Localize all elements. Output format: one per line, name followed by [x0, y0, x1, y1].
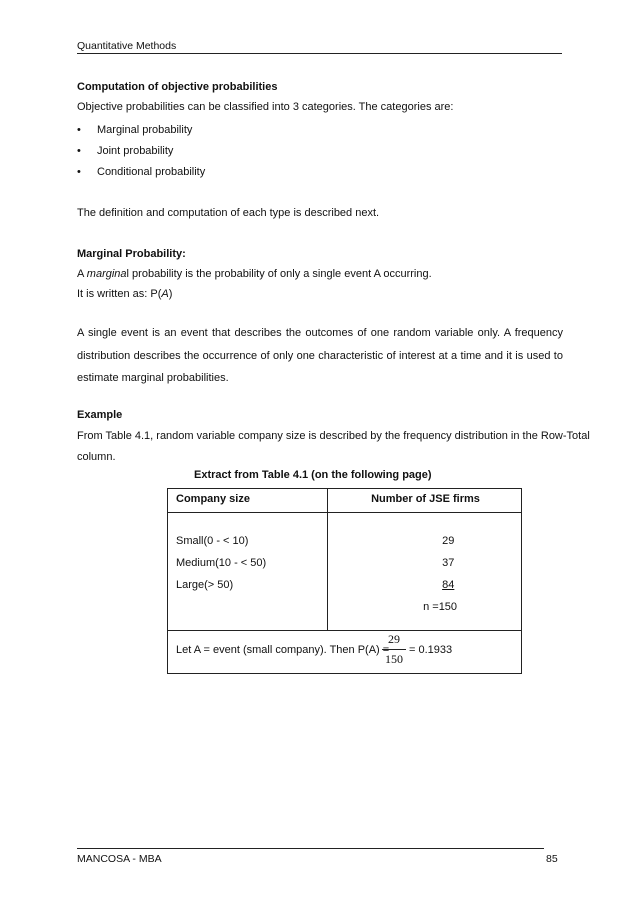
notation-line — [77, 288, 172, 300]
bullet-item: Joint probability — [97, 145, 174, 157]
fraction-bar — [382, 649, 406, 650]
column-header: Number of JSE firms — [371, 493, 480, 505]
paragraph-line: distribution describes the occurrence of only one characteristic of interest at a time and it is used to — [77, 350, 563, 362]
marginal-heading: Marginal Probability: — [77, 248, 186, 260]
row-value: 37 — [442, 557, 455, 569]
notation-var: A — [161, 288, 169, 300]
header-rule — [77, 53, 562, 54]
table-body-cell — [328, 513, 522, 631]
row-label: Medium(10 - < 50) — [176, 557, 267, 569]
marginal-definition — [77, 268, 432, 280]
example-heading: Example — [77, 409, 123, 421]
example-text: From Table 4.1, random variable company size is described by the frequency distribution in the Row-Total — [77, 430, 590, 442]
bullet-marker: • — [77, 124, 81, 136]
table-caption: Extract from Table 4.1 (on the following page) — [194, 469, 432, 481]
page-number: 85 — [546, 853, 558, 865]
table-header-cell — [328, 489, 522, 513]
section-heading: Computation of objective probabilities — [77, 81, 278, 93]
closing-text: The definition and computation of each type is described next. — [77, 207, 380, 219]
fraction-numerator: 29 — [388, 632, 400, 646]
running-header: Quantitative Methods — [77, 40, 177, 52]
formula-result: = 0.1933 — [409, 644, 453, 656]
paragraph-line: A single event is an event that describes the outcomes of one random variable only. A frequency — [77, 327, 563, 339]
def-suffix: l probability is the probability of only a single event A occurring. — [126, 268, 432, 280]
table-body-cell — [168, 513, 328, 631]
bullet-marker: • — [77, 145, 81, 157]
fraction-denominator: 150 — [385, 652, 403, 666]
formula-prefix: Let A = event (small company). Then P(A) = — [176, 644, 390, 656]
extract-table — [167, 488, 522, 674]
row-label: Small(0 - < 10) — [176, 535, 249, 547]
total-value: n =150 — [423, 601, 458, 613]
intro-text: Objective probabilities can be classified into 3 categories. The categories are: — [77, 101, 454, 113]
formula-cell — [168, 631, 522, 674]
notation-prefix: It is written as: P( — [77, 288, 162, 300]
def-italic: margina — [86, 268, 127, 280]
footer-rule — [77, 848, 544, 849]
table-header-cell — [168, 489, 328, 513]
row-label: Large(> 50) — [176, 579, 234, 591]
bullet-item: Conditional probability — [97, 166, 206, 178]
example-text: column. — [77, 451, 116, 463]
bullet-marker: • — [77, 166, 81, 178]
bullet-item: Marginal probability — [97, 124, 193, 136]
def-prefix: A — [77, 268, 87, 280]
notation-suffix: ) — [168, 288, 173, 300]
footer-label: MANCOSA - MBA — [77, 853, 162, 865]
row-value: 29 — [442, 535, 455, 547]
column-header: Company size — [176, 493, 250, 505]
row-value: 84 — [442, 579, 455, 591]
paragraph-line: estimate marginal probabilities. — [77, 372, 229, 384]
